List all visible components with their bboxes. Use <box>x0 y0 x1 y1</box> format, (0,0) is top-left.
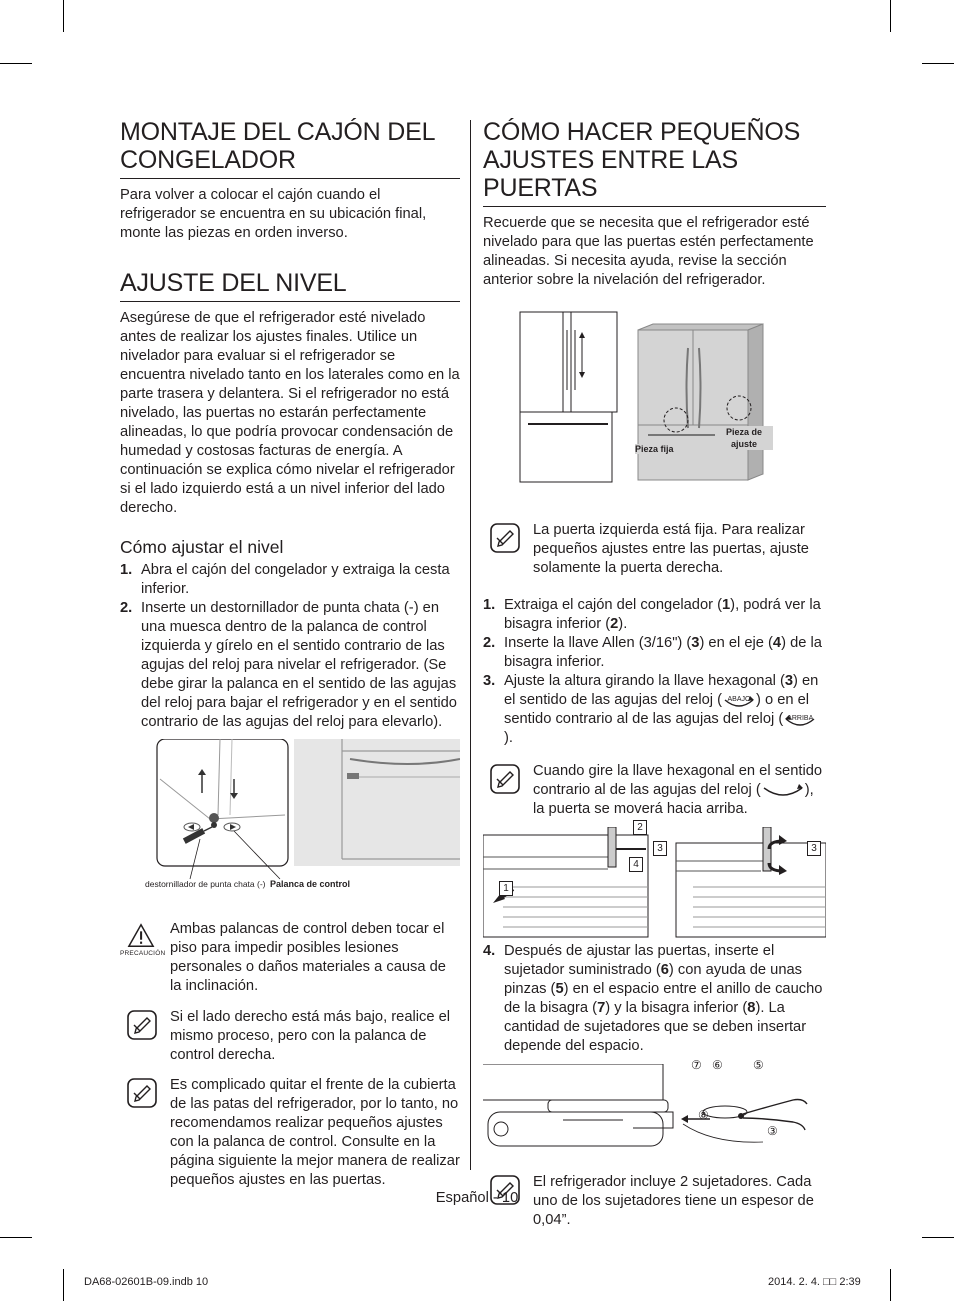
step-text: Abra el cajón del congelador y extraiga la cesta inferior. <box>141 562 450 597</box>
ref-number: 4 <box>772 635 782 651</box>
step-number: 2. <box>120 600 133 616</box>
fridge-figure <box>483 300 826 500</box>
step-text: ) de la bisagra inferior. <box>504 635 822 670</box>
step-text: Inserte la llave Allen (3/16") ( <box>504 635 692 651</box>
label-adjust-part: Pieza de ajuste <box>715 426 773 450</box>
crop-mark <box>63 0 64 32</box>
step-text: ) en el eje ( <box>699 635 773 651</box>
leveling-steps <box>120 561 460 732</box>
label-control-lever: Palanca de control <box>270 879 351 889</box>
note-text: El refrigerador incluye 2 sujetadores. Cada uno de los sujetadores tiene un espesor de 0,04”. <box>533 1174 814 1228</box>
note-icon <box>127 1010 157 1040</box>
ref-number: 8 <box>747 1000 756 1016</box>
crop-mark <box>922 1237 954 1238</box>
callout-8: ⑧ <box>698 1108 709 1122</box>
note-block <box>483 762 826 819</box>
step-text: ). La cantidad de sujetadores que se deben insertar depende del espacio. <box>504 1000 807 1054</box>
callout-3: 3 <box>653 841 667 856</box>
left-column <box>120 118 460 1190</box>
print-file-info: DA68-02601B-09.indb 10 <box>84 1276 209 1288</box>
label-fixed-part: Pieza fija <box>635 444 674 454</box>
ref-number: 5 <box>555 981 564 997</box>
note-text: La puerta izquierda está fija. Para realizar pequeños ajustes entre las puertas, ajuste solamente la puerta derecha. <box>533 522 809 576</box>
crop-mark <box>63 1269 64 1301</box>
crop-mark <box>890 0 891 32</box>
caution-label: PRECAUCIÓN <box>120 950 166 957</box>
step-number: 3. <box>483 673 496 689</box>
note-icon <box>490 523 520 553</box>
caution-block <box>120 920 460 996</box>
callout-3: ③ <box>767 1124 778 1138</box>
step-number: 2. <box>483 635 496 651</box>
list-item <box>120 561 460 599</box>
step-text: ). <box>618 616 628 632</box>
down-label: ABAJO <box>727 696 751 704</box>
note-text: Si el lado derecho está más bajo, realice el mismo proceso, pero con la palanca de control derecha. <box>170 1009 451 1063</box>
section-title-leveling: AJUSTE DEL NIVEL <box>120 269 460 302</box>
crop-mark <box>890 1269 891 1301</box>
list-item <box>483 596 826 634</box>
step-text: ) en el espacio entre el anillo de caucho de la bisagra ( <box>504 981 823 1016</box>
crop-mark <box>0 63 32 64</box>
step-text: ) en el sentido de las agujas del reloj ( <box>504 673 819 708</box>
list-item <box>483 942 826 1056</box>
step-number: 1. <box>483 597 496 613</box>
door-adjust-steps <box>483 596 826 748</box>
callout-4: 4 <box>629 857 643 872</box>
subsection-title-how-to-level: Cómo ajustar el nivel <box>120 537 284 557</box>
leveling-illustration <box>120 739 460 899</box>
clip-figure <box>483 1058 826 1162</box>
section-title-freezer-drawer: MONTAJE DEL CAJÓN DEL CONGELADOR <box>120 118 460 179</box>
list-item <box>120 599 460 732</box>
ref-number: 3 <box>691 635 700 651</box>
section-body-door-adjustments: Recuerde que se necesita que el refrigerador esté nivelado para que las puertas estén perfectamente alineadas. Si necesita ayuda, revise la sección anterior sobre la nivelación del refrigerador. <box>483 215 814 288</box>
counterclockwise-arrow-icon <box>783 711 817 727</box>
print-date-info: 2014. 2. 4. □□ 2:39 <box>768 1276 861 1288</box>
section-title-door-adjustments: CÓMO HACER PEQUEÑOS AJUSTES ENTRE LAS PUERTAS <box>483 118 826 207</box>
step-text: ) con ayuda de unas pinzas ( <box>504 962 803 997</box>
note-icon <box>127 1078 157 1108</box>
right-column <box>483 118 826 1230</box>
callout-6: ⑥ <box>712 1058 723 1072</box>
step-text: Después de ajustar las puertas, inserte el sujetador suministrado ( <box>504 943 775 978</box>
list-item <box>483 634 826 672</box>
page-number: Español - 10 <box>435 1190 519 1206</box>
leveling-figure <box>120 739 460 899</box>
clip-illustration <box>483 1064 826 1162</box>
note-text: Es complicado quitar el frente de la cubierta de las patas del refrigerador, por lo tanto, no recomendamos realizar pequeños ajustes con la palanca de control. Consulte en la página siguiente la mejor manera de realizar pequeños ajustes en las puertas. <box>170 1077 460 1188</box>
note-icon <box>490 764 520 794</box>
note-block <box>120 1008 460 1065</box>
crop-mark <box>0 1237 32 1238</box>
ref-number: 7 <box>597 1000 606 1016</box>
door-adjust-steps-cont <box>483 942 826 1056</box>
hinge-figure <box>483 822 826 939</box>
list-item <box>483 672 826 748</box>
column-divider <box>470 120 471 1170</box>
section-body-freezer-drawer: Para volver a colocar el cajón cuando el refrigerador se encuentra en su ubicación final, monte las piezas en orden inverso. <box>120 187 427 241</box>
ref-number: 1 <box>722 597 731 613</box>
clockwise-arrow-icon <box>722 692 756 708</box>
caution-text: Ambas palancas de control deben tocar el piso para impedir posibles lesiones personales o daños materiales a causa de la inclinación. <box>170 921 446 994</box>
section-body-leveling: Asegúrese de que el refrigerador esté nivelado antes de realizar los ajustes finales. Utilice un nivelador para evaluar si el refrigerador se encuentra nivelado tanto en los laterales como en la parte trasera y delantera. Si el refrigerador no está nivelado, las puertas no estarán perfectamente alineadas, lo que podría provocar condensación de humedad y costosas facturas de energía. A continuación se explica cómo nivelar el refrigerador si el lado izquierdo está a un nivel inferior del lado derecho. <box>120 310 460 516</box>
ref-number: 2 <box>610 616 619 632</box>
callout-7: ⑦ <box>691 1058 702 1072</box>
step-text: ), podrá ver la bisagra inferior ( <box>504 597 821 632</box>
step-text: Inserte un destornillador de punta chata (-) en una muesca dentro de la palanca de control izquierda y gírelo en el sentido contrario de las agujas del reloj para nivelar el refrigerador. (Se debe girar la palanca en el sentido de las agujas del reloj para bajar el refrigerador y en el sentido contrario de las agujas del reloj para elevarlo). <box>141 600 457 730</box>
note-text: Cuando gire la llave hexagonal en el sentido contrario al de las agujas del reloj ( <box>533 763 823 798</box>
note-text: ), la puerta se moverá hacia arriba. <box>533 782 814 817</box>
callout-1: 1 <box>499 881 513 896</box>
step-text: ). <box>504 730 513 746</box>
step-text: ) o en el sentido contrario al de las agujas del reloj ( <box>504 692 810 727</box>
counterclockwise-arrow-icon <box>761 782 805 798</box>
step-text: Extraiga el cajón del congelador ( <box>504 597 722 613</box>
label-screwdriver: destornillador de punta chata (-) <box>145 879 266 889</box>
step-number: 4. <box>483 943 496 959</box>
step-text: Ajuste la altura girando la llave hexagonal ( <box>504 673 785 689</box>
callout-2: 2 <box>633 820 647 835</box>
up-label: ARRIBA <box>787 715 814 723</box>
callout-5: ⑤ <box>753 1058 764 1072</box>
ref-number: 6 <box>660 962 669 978</box>
ref-number: 3 <box>784 673 794 689</box>
note-block <box>120 1076 460 1190</box>
crop-mark <box>922 63 954 64</box>
note-block <box>483 521 826 578</box>
callout-3: 3 <box>807 841 821 856</box>
step-number: 1. <box>120 562 133 578</box>
step-text: ) y la bisagra inferior ( <box>605 1000 748 1016</box>
fridge-illustration <box>483 300 826 500</box>
